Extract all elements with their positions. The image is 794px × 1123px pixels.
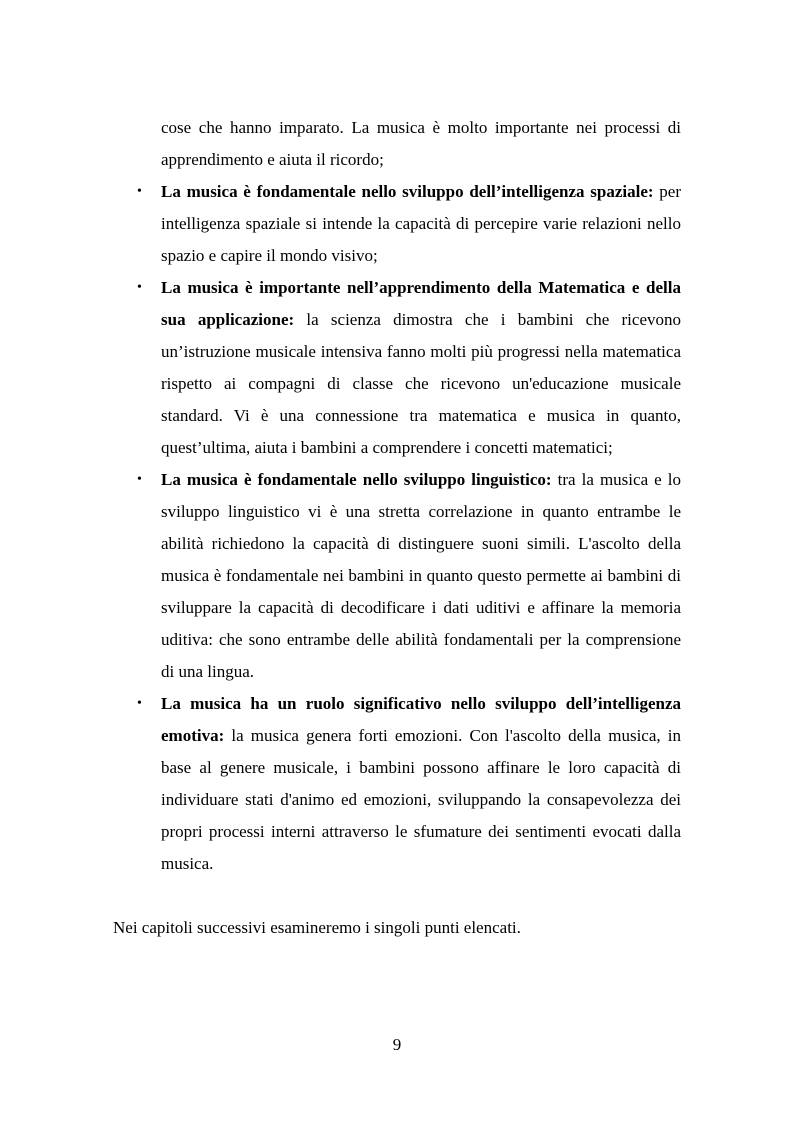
- continuation-paragraph: cose che hanno imparato. La musica è molto importante nei processi di apprendimento e aiuta il ricordo;: [161, 118, 681, 169]
- bullet-item-linguistic: [137, 464, 682, 688]
- closing-paragraph: Nei capitoli successivi esamineremo i singoli punti elencati.: [113, 918, 521, 937]
- bullet-dot-icon: •: [137, 696, 142, 711]
- bullet-item-emotional-intelligence: [137, 688, 681, 880]
- bullet-heading: La musica è importante nell’apprendimento della Matematica e della sua applicazione:: [161, 278, 681, 329]
- page-number: 9: [392, 1035, 402, 1054]
- bullet-dot-icon: •: [137, 184, 142, 199]
- bullet-heading: La musica è fondamentale nello sviluppo dell’intelligenza spaziale:: [161, 182, 654, 201]
- bullet-heading: La musica è fondamentale nello sviluppo linguistico:: [161, 470, 552, 489]
- bullet-dot-icon: •: [137, 280, 142, 295]
- bullet-body: per intelligenza spaziale si intende la capacità di percepire varie relazioni nello spazio e capire il mondo visivo;: [161, 182, 681, 265]
- bullet-list: [137, 176, 682, 880]
- bullet-item-mathematics: [137, 272, 681, 464]
- bullet-body: la scienza dimostra che i bambini che ricevono un’istruzione musicale intensiva fanno molti più progressi nella matematica rispetto ai compagni di classe che ricevono un'educazione musicale standard. Vi è una connessione tra matematica e musica in quanto, quest’ultima, aiuta i bambini a comprendere i concetti matematici;: [161, 310, 681, 457]
- bullet-dot-icon: •: [137, 472, 142, 487]
- bullet-body: tra la musica e lo sviluppo linguistico vi è una stretta correlazione in quanto entrambe le abilità richiedono la capacità di distinguere suoni simili. L'ascolto della musica è fondamentale nei bambini in quanto questo permette ai bambini di sviluppare la capacità di decodificare i dati uditivi e affinare la memoria uditiva: che sono entrambe delle abilità fondamentali per la comprensione di una lingua.: [161, 470, 682, 681]
- bullet-item-spatial-intelligence: [137, 176, 681, 272]
- bullet-body: la musica genera forti emozioni. Con l'ascolto della musica, in base al genere musicale, i bambini possono affinare le loro capacità di individuare stati d'animo ed emozioni, sviluppando la consapevolezza dei propri processi interni attraverso le sfumature dei sentimenti evocati dalla musica.: [161, 726, 681, 873]
- bullet-heading: La musica ha un ruolo significativo nello sviluppo dell’intelligenza emotiva:: [161, 694, 681, 745]
